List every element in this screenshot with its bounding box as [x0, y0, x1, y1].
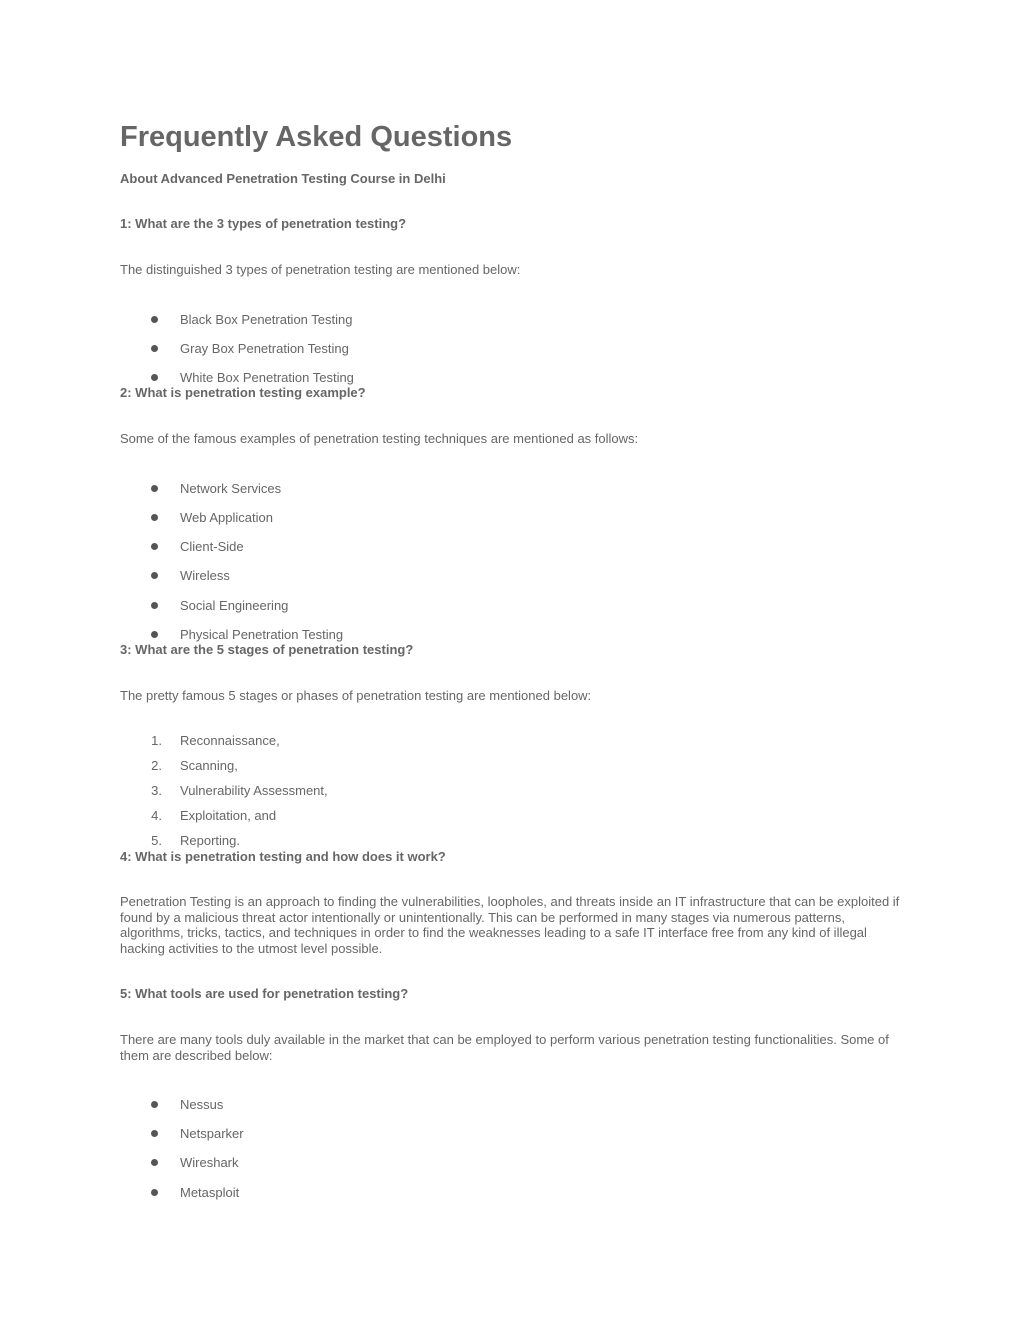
list-item: Nessus [180, 1097, 224, 1112]
list-item: Social Engineering [180, 598, 289, 613]
list-number: 2. [151, 758, 162, 773]
list-item: Netsparker [180, 1126, 244, 1141]
list-number: 3. [151, 783, 162, 798]
bullet-icon [151, 345, 158, 352]
faq-question-1: 1: What are the 3 types of penetration testing? [120, 216, 407, 231]
bullet-icon [151, 1159, 158, 1166]
list-number: 4. [151, 808, 162, 823]
list-item: Network Services [180, 481, 282, 496]
list-item: Web Application [180, 510, 273, 525]
faq-intro-3: The pretty famous 5 stages or phases of penetration testing are mentioned below: [120, 688, 592, 703]
faq-intro-1: The distinguished 3 types of penetration testing are mentioned below: [120, 262, 521, 277]
list-number: 5. [151, 833, 162, 848]
bullet-icon [151, 543, 158, 550]
list-item: Wireshark [180, 1155, 239, 1170]
list-item: Gray Box Penetration Testing [180, 341, 349, 356]
bullet-icon [151, 572, 158, 579]
bullet-icon [151, 316, 158, 323]
faq-question-3: 3: What are the 5 stages of penetration testing? [120, 642, 414, 657]
bullet-icon [151, 602, 158, 609]
page-subtitle: About Advanced Penetration Testing Course in Delhi [120, 171, 446, 186]
list-item: Vulnerability Assessment, [180, 783, 328, 798]
bullet-icon [151, 514, 158, 521]
faq-question-4: 4: What is penetration testing and how does it work? [120, 849, 446, 864]
faq-intro-2: Some of the famous examples of penetration testing techniques are mentioned as follows: [120, 431, 639, 446]
list-item: Black Box Penetration Testing [180, 312, 353, 327]
faq-question-2: 2: What is penetration testing example? [120, 385, 366, 400]
bullet-icon [151, 485, 158, 492]
list-item: Reconnaissance, [180, 733, 280, 748]
bullet-icon [151, 1189, 158, 1196]
list-item: Wireless [180, 568, 230, 583]
bullet-icon [151, 1101, 158, 1108]
bullet-icon [151, 631, 158, 638]
list-item: Physical Penetration Testing [180, 627, 344, 642]
list-item: Metasploit [180, 1185, 240, 1200]
bullet-icon [151, 1130, 158, 1137]
bullet-icon [151, 374, 158, 381]
list-item: Client-Side [180, 539, 244, 554]
list-item: Scanning, [180, 758, 238, 773]
faq-answer-4: Penetration Testing is an approach to finding the vulnerabilities, loopholes, and threats inside an IT infrastructure that can be exploited if found by a malicious threat actor intentionally or unintentionally. This can be performed in many stages via numerous patterns, algorithms, tricks, tactics, and techniques in order to find the weaknesses leading to a safe IT interface free from any kind of illegal hacking activities to the utmost level possible. [120, 894, 900, 956]
list-item: Reporting. [180, 833, 240, 848]
faq-question-5: 5: What tools are used for penetration testing? [120, 986, 409, 1001]
list-number: 1. [151, 733, 162, 748]
faq-intro-5: There are many tools duly available in the market that can be employed to perform various penetration testing functionalities. Some of them are described below: [120, 1032, 889, 1063]
list-item: White Box Penetration Testing [180, 370, 354, 385]
list-item: Exploitation, and [180, 808, 277, 823]
page-title: Frequently Asked Questions [120, 121, 513, 153]
